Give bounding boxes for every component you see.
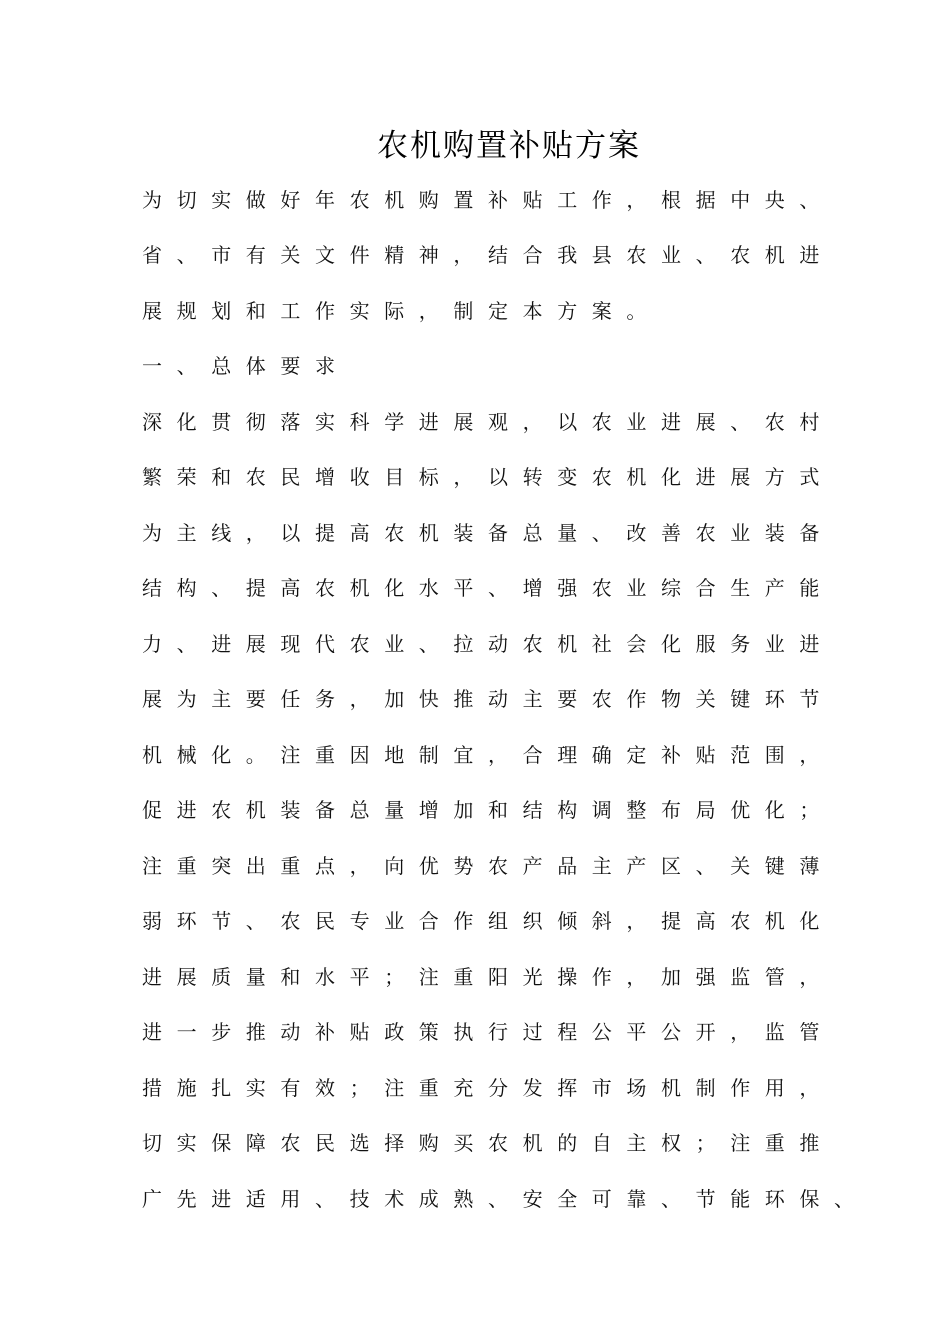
paragraph-line: 力、进展现代农业、拉动农机社会化服务业进 <box>142 632 834 656</box>
paragraph-line: 展规划和工作实际，制定本方案。 <box>142 299 661 323</box>
paragraph-line: 进一步推动补贴政策执行过程公平公开，监管 <box>142 1020 834 1044</box>
paragraph-line: 繁荣和农民增收目标，以转变农机化进展方式 <box>142 465 834 489</box>
paragraph-line: 机械化。注重因地制宜，合理确定补贴范围， <box>142 743 834 767</box>
paragraph-line: 广先进适用、技术成熟、安全可靠、节能环保、 <box>142 1187 869 1211</box>
paragraph-line: 弱环节、农民专业合作组织倾斜，提高农机化 <box>142 909 834 933</box>
document-title: 农机购置补贴方案 <box>377 128 641 164</box>
paragraph-line: 为切实做好年农机购置补贴工作，根据中央、 <box>142 188 834 212</box>
paragraph-line: 结构、提高农机化水平、增强农业综合生产能 <box>142 576 834 600</box>
section-heading: 一、总体要求 <box>142 354 350 378</box>
paragraph-line: 促进农机装备总量增加和结构调整布局优化； <box>142 798 834 822</box>
paragraph-line: 注重突出重点，向优势农产品主产区、关键薄 <box>142 854 834 878</box>
paragraph-line: 切实保障农民选择购买农机的自主权；注重推 <box>142 1131 834 1155</box>
paragraph-line: 展为主要任务，加快推动主要农作物关键环节 <box>142 687 834 711</box>
paragraph-line: 为主线，以提高农机装备总量、改善农业装备 <box>142 521 834 545</box>
paragraph-line: 进展质量和水平；注重阳光操作，加强监管， <box>142 965 834 989</box>
paragraph-line: 省、市有关文件精神，结合我县农业、农机进 <box>142 243 834 267</box>
paragraph-line: 深化贯彻落实科学进展观，以农业进展、农村 <box>142 410 834 434</box>
paragraph-line: 措施扎实有效；注重充分发挥市场机制作用， <box>142 1076 834 1100</box>
